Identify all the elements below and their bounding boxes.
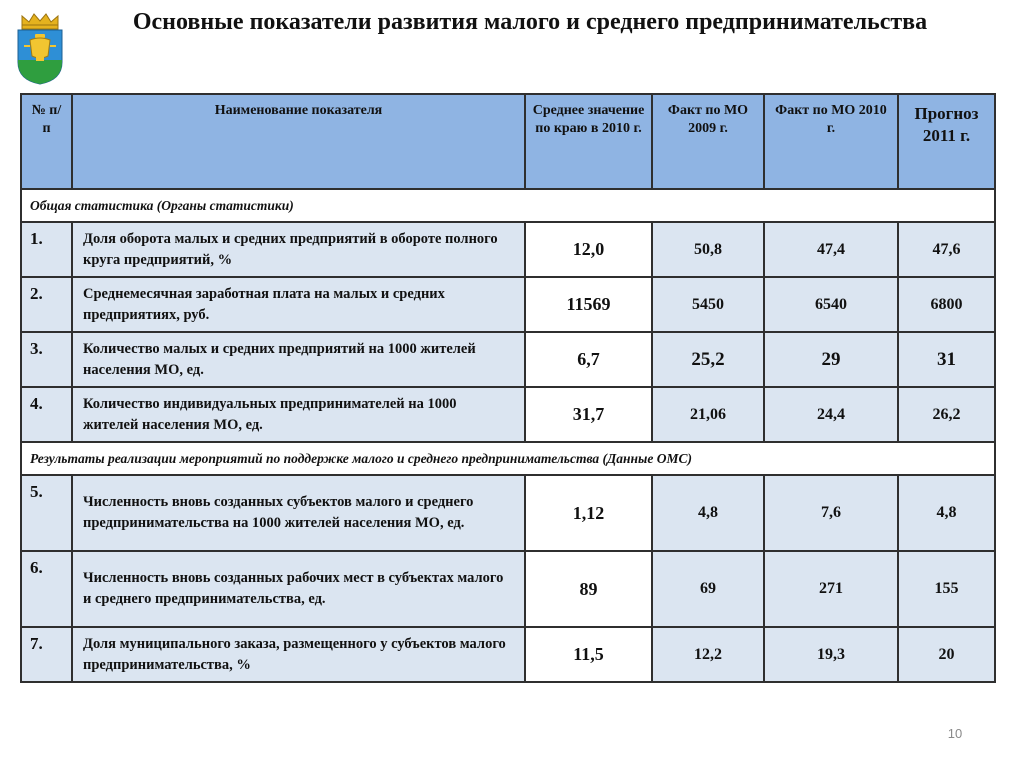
indicators-table: [20, 93, 996, 683]
header-name: Наименование показателя: [72, 94, 525, 189]
header-num: № п/п: [21, 94, 72, 189]
row-fact-2009: 50,8: [652, 222, 764, 277]
coat-of-arms-icon: [14, 12, 66, 86]
row-fact-2009: 12,2: [652, 627, 764, 682]
row-num: 6.: [21, 551, 72, 627]
row-avg: 31,7: [525, 387, 652, 442]
row-avg: 6,7: [525, 332, 652, 387]
section-title: Общая статистика (Органы статистики): [21, 189, 995, 222]
row-num: 5.: [21, 475, 72, 551]
row-fact-2009: 69: [652, 551, 764, 627]
row-name: Численность вновь созданных рабочих мест в субъектах малого и среднего предпринимательства, ед.: [72, 551, 525, 627]
slide-title: Основные показатели развития малого и среднего предпринимательства: [132, 9, 928, 35]
table-row: [21, 222, 995, 277]
row-forecast: 31: [898, 332, 995, 387]
table-row: [21, 277, 995, 332]
row-fact-2010: 47,4: [764, 222, 898, 277]
section-row: [21, 189, 995, 222]
row-fact-2010: 19,3: [764, 627, 898, 682]
row-fact-2010: 6540: [764, 277, 898, 332]
header-forecast: Прогноз 2011 г.: [898, 94, 995, 189]
table-header-row: [21, 94, 995, 189]
row-avg: 89: [525, 551, 652, 627]
row-fact-2009: 21,06: [652, 387, 764, 442]
table-row: [21, 332, 995, 387]
row-name: Количество индивидуальных предпринимателей на 1000 жителей населения МО, ед.: [72, 387, 525, 442]
page-number: 10: [947, 726, 963, 741]
row-avg: 12,0: [525, 222, 652, 277]
row-forecast: 47,6: [898, 222, 995, 277]
header-fact-2010: Факт по МО 2010 г.: [764, 94, 898, 189]
row-fact-2009: 4,8: [652, 475, 764, 551]
header-avg: Среднее значение по краю в 2010 г.: [525, 94, 652, 189]
section-row: [21, 442, 995, 475]
row-fact-2009: 5450: [652, 277, 764, 332]
row-num: 7.: [21, 627, 72, 682]
row-avg: 1,12: [525, 475, 652, 551]
row-name: Доля оборота малых и средних предприятий в обороте полного круга предприятий, %: [72, 222, 525, 277]
row-num: 2.: [21, 277, 72, 332]
row-forecast: 4,8: [898, 475, 995, 551]
row-name: Численность вновь созданных субъектов малого и среднего предпринимательства на 1000 жителей населения МО, ед.: [72, 475, 525, 551]
row-fact-2010: 271: [764, 551, 898, 627]
section-title: Результаты реализации мероприятий по поддержке малого и среднего предпринимательства (Данные ОМС): [21, 442, 995, 475]
row-avg: 11569: [525, 277, 652, 332]
row-forecast: 155: [898, 551, 995, 627]
row-avg: 11,5: [525, 627, 652, 682]
row-fact-2010: 7,6: [764, 475, 898, 551]
table-row: [21, 627, 995, 682]
row-name: Количество малых и средних предприятий на 1000 жителей населения МО, ед.: [72, 332, 525, 387]
row-name: Доля муниципального заказа, размещенного у субъектов малого предпринимательства, %: [72, 627, 525, 682]
row-fact-2009: 25,2: [652, 332, 764, 387]
row-forecast: 6800: [898, 277, 995, 332]
row-forecast: 26,2: [898, 387, 995, 442]
table-row: [21, 387, 995, 442]
row-fact-2010: 24,4: [764, 387, 898, 442]
table-row: [21, 551, 995, 627]
header-fact-2009: Факт по МО 2009 г.: [652, 94, 764, 189]
table-row: [21, 475, 995, 551]
row-forecast: 20: [898, 627, 995, 682]
row-num: 4.: [21, 387, 72, 442]
row-name: Среднемесячная заработная плата на малых и средних предприятиях, руб.: [72, 277, 525, 332]
row-fact-2010: 29: [764, 332, 898, 387]
row-num: 1.: [21, 222, 72, 277]
row-num: 3.: [21, 332, 72, 387]
